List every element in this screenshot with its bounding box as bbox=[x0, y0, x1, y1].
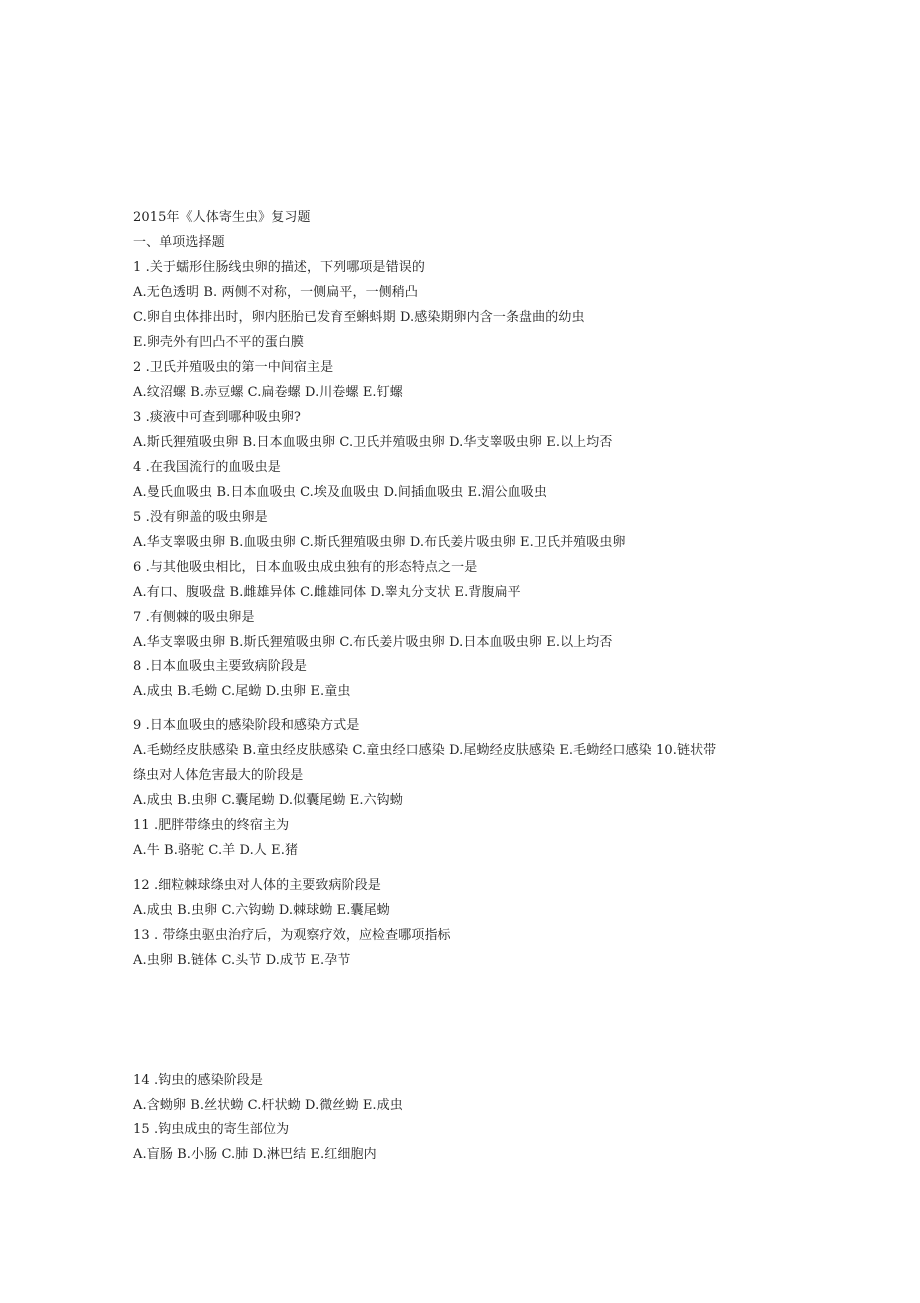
question-11-options: A.牛 B.骆驼 C.羊 D.人 E.猪 bbox=[133, 843, 299, 858]
question-5-options: A.华支睾吸虫卵 B.血吸虫卵 C.斯氏狸殖吸虫卵 D.布氏姜片吸虫卵 E.卫氏并殖吸虫卵 bbox=[133, 535, 626, 550]
question-11: 11 .肥胖带绦虫的终宿主为 bbox=[133, 818, 290, 833]
question-9-options: A.毛蚴经皮肤感染 B.童虫经皮肤感染 C.童虫经口感染 D.尾蚴经皮肤感染 E.毛蚴经口感染 10.链状带 bbox=[133, 743, 717, 758]
question-3: 3 .痰液中可查到哪种吸虫卵? bbox=[133, 410, 302, 425]
question-9: 9 .日本血吸虫的感染阶段和感染方式是 bbox=[133, 718, 360, 733]
question-14: 14 .钩虫的感染阶段是 bbox=[133, 1073, 264, 1088]
question-10-options: A.成虫 B.虫卵 C.囊尾蚴 D.似囊尾蚴 E.六钩蚴 bbox=[133, 793, 403, 808]
question-13: 13 . 带绦虫驱虫治疗后，为观察疗效，应检查哪项指标 bbox=[133, 928, 451, 943]
question-6-options: A.有口、腹吸盘 B.雌雄异体 C.雌雄同体 D.睾丸分支状 E.背腹扁平 bbox=[133, 585, 521, 600]
question-4-options: A.曼氏血吸虫 B.日本血吸虫 C.埃及血吸虫 D.间插血吸虫 E.湄公血吸虫 bbox=[133, 485, 547, 500]
question-12-options: A.成虫 B.虫卵 C.六钩蚴 D.棘球蚴 E.囊尾蚴 bbox=[133, 903, 390, 918]
question-1-options-a: A.无色透明 B. 两侧不对称，一侧扁平，一侧稍凸 bbox=[133, 285, 418, 300]
question-1-options-c: C.卵自虫体排出时，卵内胚胎已发育至蝌蚪期 D.感染期卵内含一条盘曲的幼虫 bbox=[133, 310, 585, 325]
question-3-options: A.斯氏狸殖吸虫卵 B.日本血吸虫卵 C.卫氏并殖吸虫卵 D.华支睾吸虫卵 E.以上均否 bbox=[133, 435, 613, 450]
document-title: 2015年《人体寄生虫》复习题 bbox=[133, 210, 311, 225]
question-6: 6 .与其他吸虫相比，日本血吸虫成虫独有的形态特点之一是 bbox=[133, 560, 478, 575]
question-13-options: A.虫卵 B.链体 C.头节 D.成节 E.孕节 bbox=[133, 953, 351, 968]
question-10: 绦虫对人体危害最大的阶段是 bbox=[133, 768, 304, 783]
question-7-options: A.华支睾吸虫卵 B.斯氏狸殖吸虫卵 C.布氏姜片吸虫卵 D.日本血吸虫卵 E.以上均否 bbox=[133, 635, 613, 650]
question-15: 15 .钩虫成虫的寄生部位为 bbox=[133, 1122, 290, 1137]
question-1: 1 .关于蠕形住肠线虫卵的描述，下列哪项是错误的 bbox=[133, 260, 425, 275]
question-7: 7 .有侧棘的吸虫卵是 bbox=[133, 610, 255, 625]
question-12: 12 .细粒棘球绦虫对人体的主要致病阶段是 bbox=[133, 878, 381, 893]
question-2: 2 .卫氏并殖吸虫的第一中间宿主是 bbox=[133, 360, 334, 375]
section-heading: 一、单项选择题 bbox=[133, 235, 225, 250]
question-5: 5 .没有卵盖的吸虫卵是 bbox=[133, 510, 268, 525]
question-2-options: A.纹沼螺 B.赤豆螺 C.扁卷螺 D.川卷螺 E.钉螺 bbox=[133, 385, 403, 400]
question-14-options: A.含蚴卵 B.丝状蚴 C.杆状蚴 D.微丝蚴 E.成虫 bbox=[133, 1098, 403, 1113]
question-8-options: A.成虫 B.毛蚴 C.尾蚴 D.虫卵 E.童虫 bbox=[133, 684, 351, 699]
question-4: 4 .在我国流行的血吸虫是 bbox=[133, 460, 281, 475]
question-8: 8 .日本血吸虫主要致病阶段是 bbox=[133, 659, 308, 674]
question-15-options: A.盲肠 B.小肠 C.肺 D.淋巴结 E.红细胞内 bbox=[133, 1147, 377, 1162]
question-1-options-e: E.卵壳外有凹凸不平的蛋白膜 bbox=[133, 335, 305, 350]
